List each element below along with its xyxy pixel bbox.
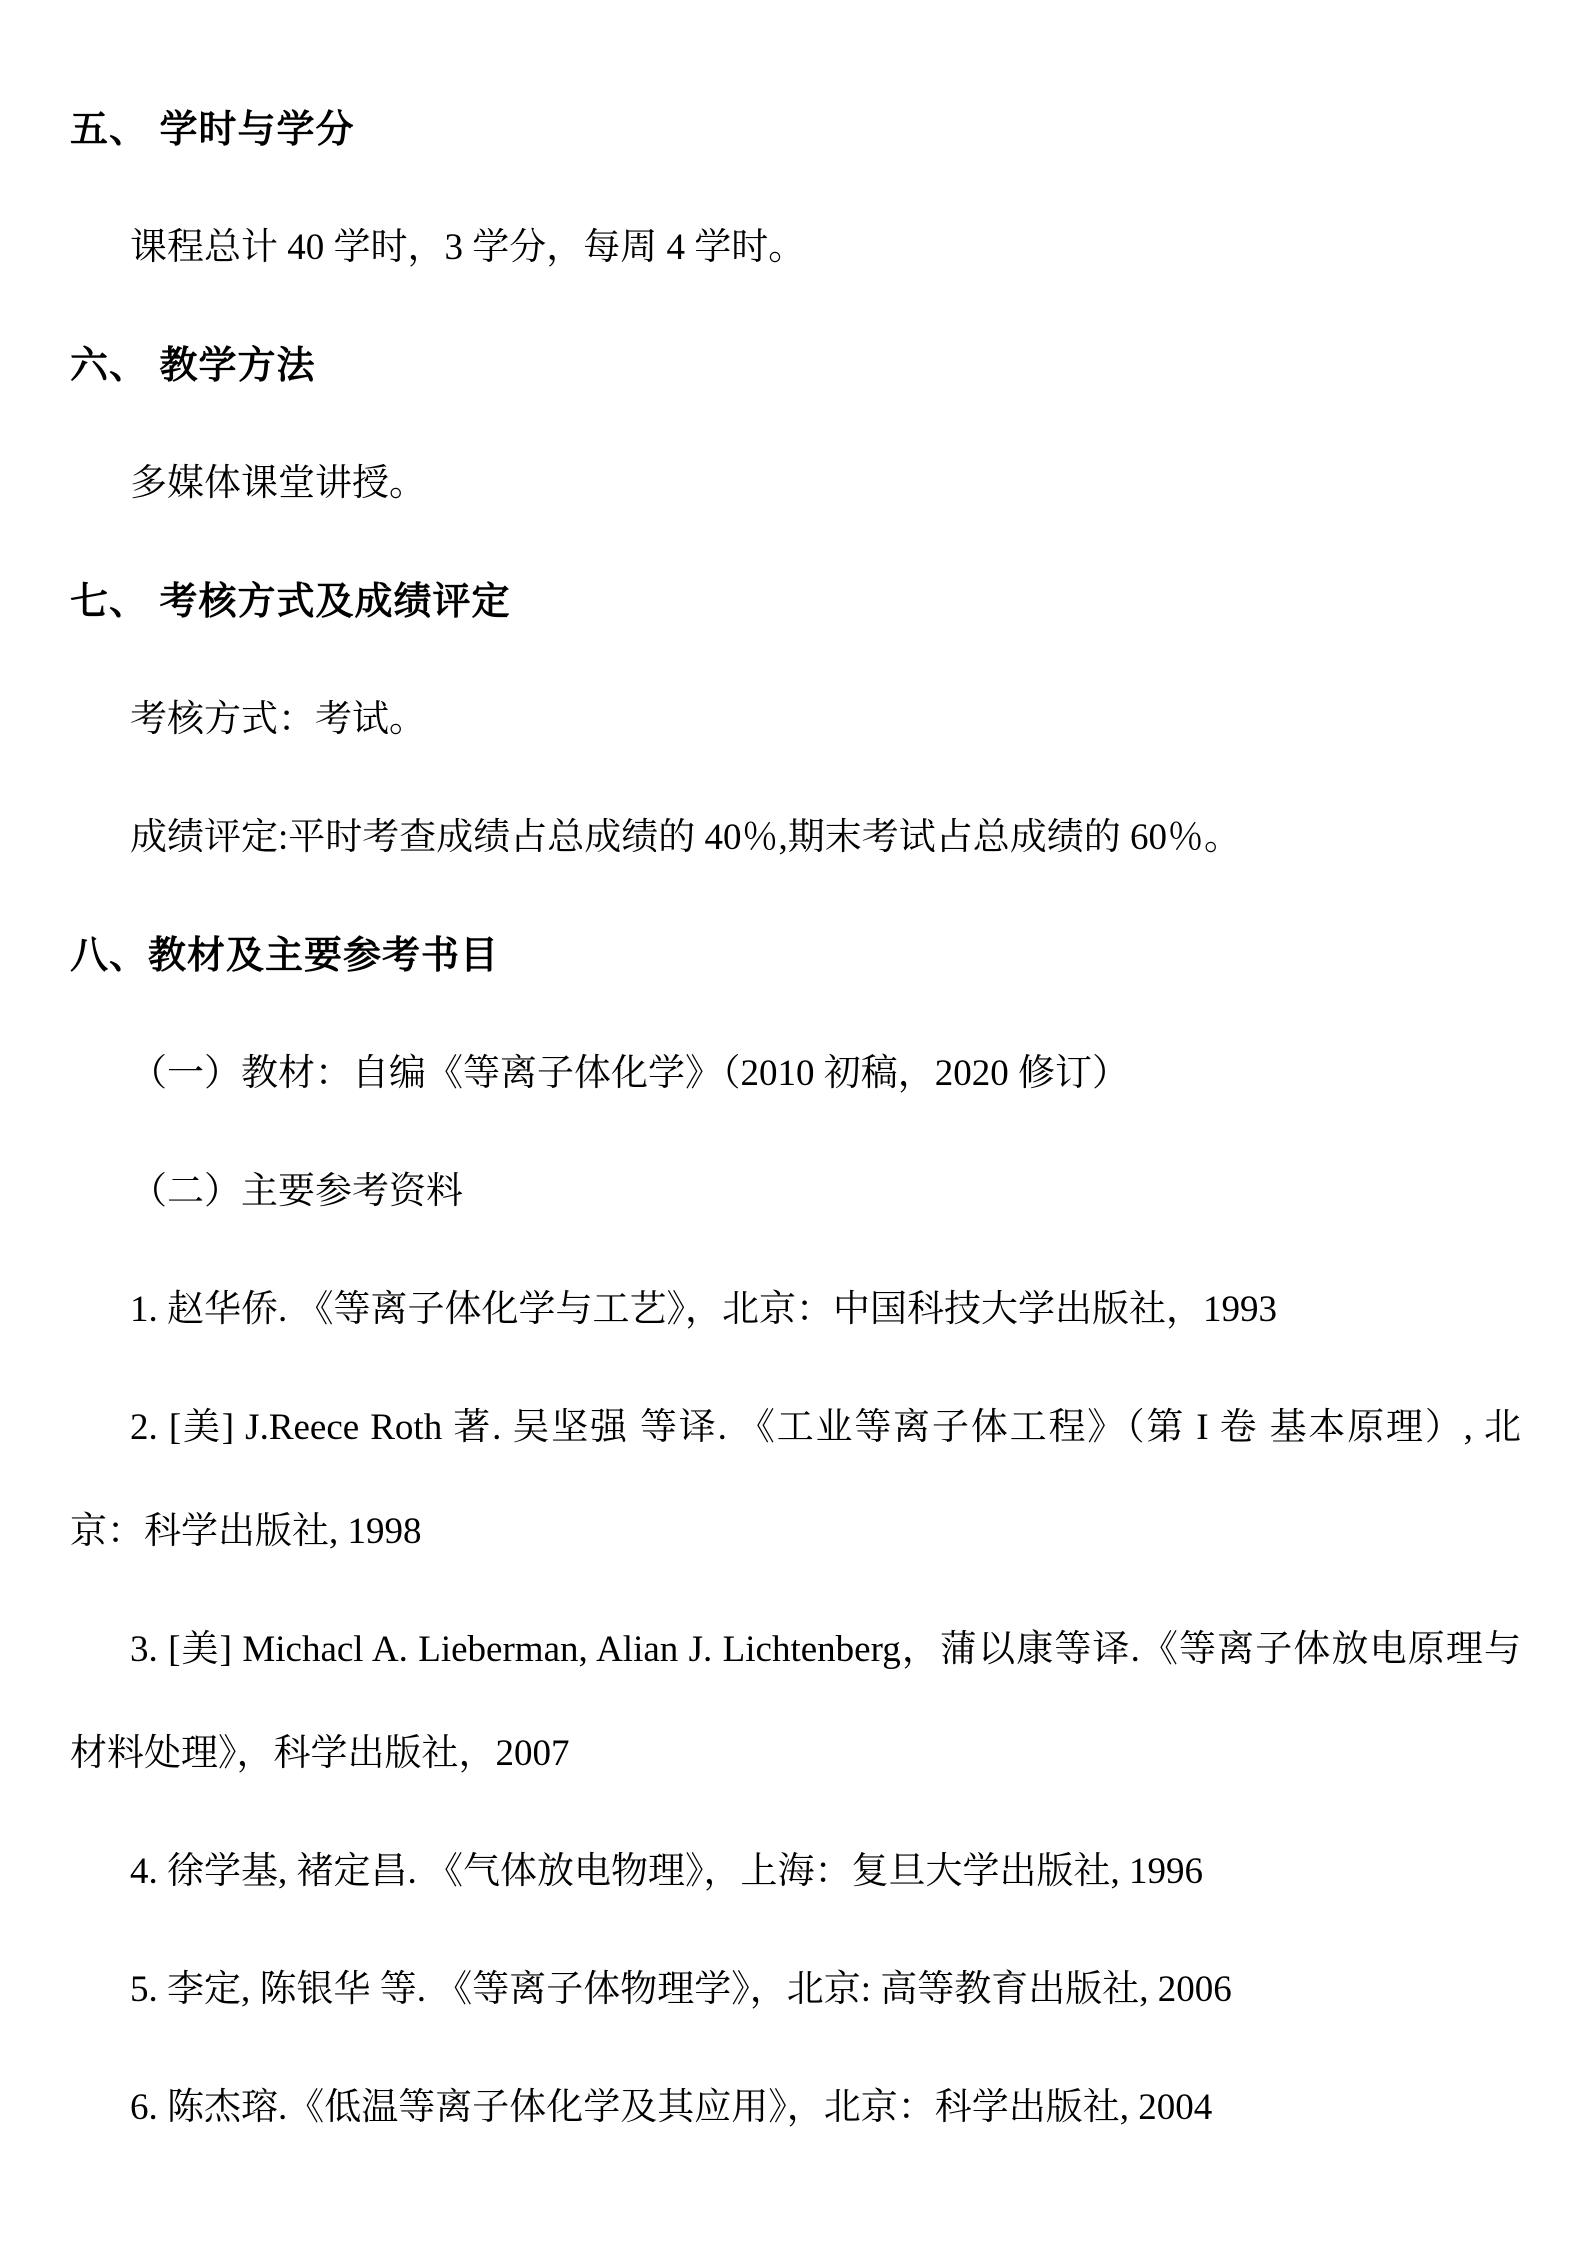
section-heading-textbooks-references: 八、教材及主要参考书目 [70,935,500,977]
paragraph-teaching-method: 多媒体课堂讲授。 [130,463,426,504]
reference-item-6: 6. 陈杰瑢.《低温等离子体化学及其应用》，北京：科学出版社, 2004 [130,2087,1213,2128]
reference-item-5: 5. 李定, 陈银华 等. 《等离子体物理学》，北京: 高等教育出版社, 2006 [130,1969,1232,2010]
paragraph-grade-evaluation: 成绩评定:平时考查成绩占总成绩的 40％,期末考试占总成绩的 60％。 [130,817,1242,858]
paragraph-hours-credits: 课程总计 40 学时，3 学分，每周 4 学时。 [130,227,806,268]
reference-item-3: 3. [美] Michacl A. Lieberman, Alian J. Lichtenberg，蒲以康等译.《等离子体放电原理与材料处理》，科学出版社，2007 [70,1629,1521,1774]
section-heading-teaching-method: 六、 教学方法 [70,345,316,387]
section-heading-hours-credits: 五、 学时与学分 [70,109,355,151]
paragraph-assessment-method: 考核方式：考试。 [130,699,426,740]
paragraph-textbook: （一）教材：自编《等离子体化学》（2010 初稿，2020 修订） [130,1053,1129,1094]
reference-item-4: 4. 徐学基, 褚定昌. 《气体放电物理》，上海：复旦大学出版社, 1996 [130,1851,1203,1892]
reference-item-2: 2. [美] J.Reece Roth 著. 吴坚强 等译. 《工业等离子体工程》（第 I 卷 基本原理）, 北京：科学出版社, 1998 [70,1407,1521,1552]
reference-item-1: 1. 赵华侨. 《等离子体化学与工艺》，北京：中国科技大学出版社，1993 [130,1289,1277,1330]
section-heading-assessment: 七、 考核方式及成绩评定 [70,581,511,623]
paragraph-references-intro: （二）主要参考资料 [130,1171,463,1212]
